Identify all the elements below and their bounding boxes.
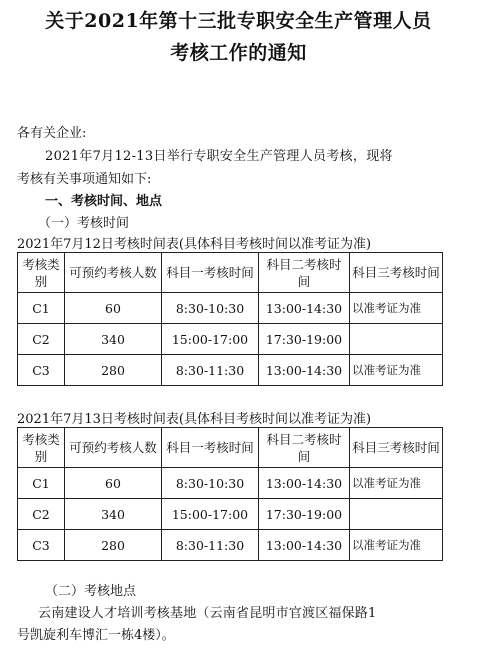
cell-capacity: 280 — [65, 530, 162, 561]
header-subject1-time: 科目一考核时间 — [162, 253, 259, 293]
cell-capacity: 340 — [65, 499, 162, 530]
schedule-table-july12 — [17, 252, 443, 386]
header-category: 考核类别 — [18, 428, 65, 468]
header-subject3-time: 科目三考核时间 — [350, 253, 443, 293]
cell-subject1-time: 8:30-11:30 — [162, 355, 259, 386]
section-heading-time-place: 一、考核时间、地点 — [45, 194, 163, 209]
table-row — [18, 530, 443, 561]
cell-subject2-time: 13:00-14:30 — [259, 468, 350, 499]
cell-subject1-time: 15:00-17:00 — [162, 499, 259, 530]
cell-category: C3 — [18, 530, 65, 561]
cell-subject3-time: 以准考证为准 — [350, 530, 443, 561]
cell-category: C1 — [18, 293, 65, 324]
cell-subject3-time: 以准考证为准 — [350, 293, 443, 324]
notice-title-line2: 考核工作的通知 — [170, 42, 307, 64]
location-line1: 云南建设人才培训考核基地（云南省昆明市官渡区福保路1 — [38, 606, 377, 621]
cell-subject2-time: 13:00-14:30 — [259, 293, 350, 324]
cell-subject3-time: 以准考证为准 — [350, 355, 443, 386]
schedule-table-july13 — [17, 427, 443, 561]
header-subject3-time: 科目三考核时间 — [350, 428, 443, 468]
subheading-exam-location: （二）考核地点 — [45, 584, 137, 599]
table-row — [18, 499, 443, 530]
cell-category: C2 — [18, 499, 65, 530]
table-row — [18, 324, 443, 355]
cell-subject1-time: 8:30-10:30 — [162, 293, 259, 324]
cell-subject3-time: 以准考证为准 — [350, 468, 443, 499]
header-capacity: 可预约考核人数 — [65, 253, 162, 293]
location-line2: 号凯旋利车博汇一栋4楼）。 — [17, 628, 175, 643]
cell-subject2-time: 13:00-14:30 — [259, 530, 350, 561]
table-header-row — [18, 428, 443, 468]
cell-subject2-time: 17:30-19:00 — [259, 324, 350, 355]
notice-title-line1: 关于2021年第十三批专职安全生产管理人员 — [45, 10, 432, 32]
header-capacity: 可预约考核人数 — [65, 428, 162, 468]
cell-subject1-time: 8:30-10:30 — [162, 468, 259, 499]
header-category: 考核类别 — [18, 253, 65, 293]
cell-capacity: 280 — [65, 355, 162, 386]
cell-capacity: 60 — [65, 293, 162, 324]
table2-caption: 2021年7月13日考核时间表(具体科目考核时间以准考证为准) — [17, 412, 372, 427]
cell-category: C2 — [18, 324, 65, 355]
cell-subject3-time — [350, 324, 443, 355]
cell-subject2-time: 17:30-19:00 — [259, 499, 350, 530]
cell-subject2-time: 13:00-14:30 — [259, 355, 350, 386]
cell-subject1-time: 15:00-17:00 — [162, 324, 259, 355]
cell-category: C3 — [18, 355, 65, 386]
table-header-row — [18, 253, 443, 293]
table-row — [18, 468, 443, 499]
header-subject1-time: 科目一考核时间 — [162, 428, 259, 468]
table-row — [18, 355, 443, 386]
cell-subject3-time — [350, 499, 443, 530]
subheading-exam-time: （一）考核时间 — [38, 216, 130, 231]
intro-line2: 考核有关事项通知如下: — [17, 172, 152, 187]
header-subject2-time: 科目二考核时间 — [259, 253, 350, 293]
salutation: 各有关企业: — [17, 126, 87, 141]
intro-line1: 2021年7月12-13日举行专职安全生产管理人员考核，现将 — [45, 149, 393, 164]
table-row — [18, 293, 443, 324]
cell-category: C1 — [18, 468, 65, 499]
table1-caption: 2021年7月12日考核时间表(具体科目考核时间以准考证为准) — [17, 237, 372, 252]
cell-capacity: 340 — [65, 324, 162, 355]
cell-capacity: 60 — [65, 468, 162, 499]
cell-subject1-time: 8:30-11:30 — [162, 530, 259, 561]
header-subject2-time: 科目二考核时间 — [259, 428, 350, 468]
